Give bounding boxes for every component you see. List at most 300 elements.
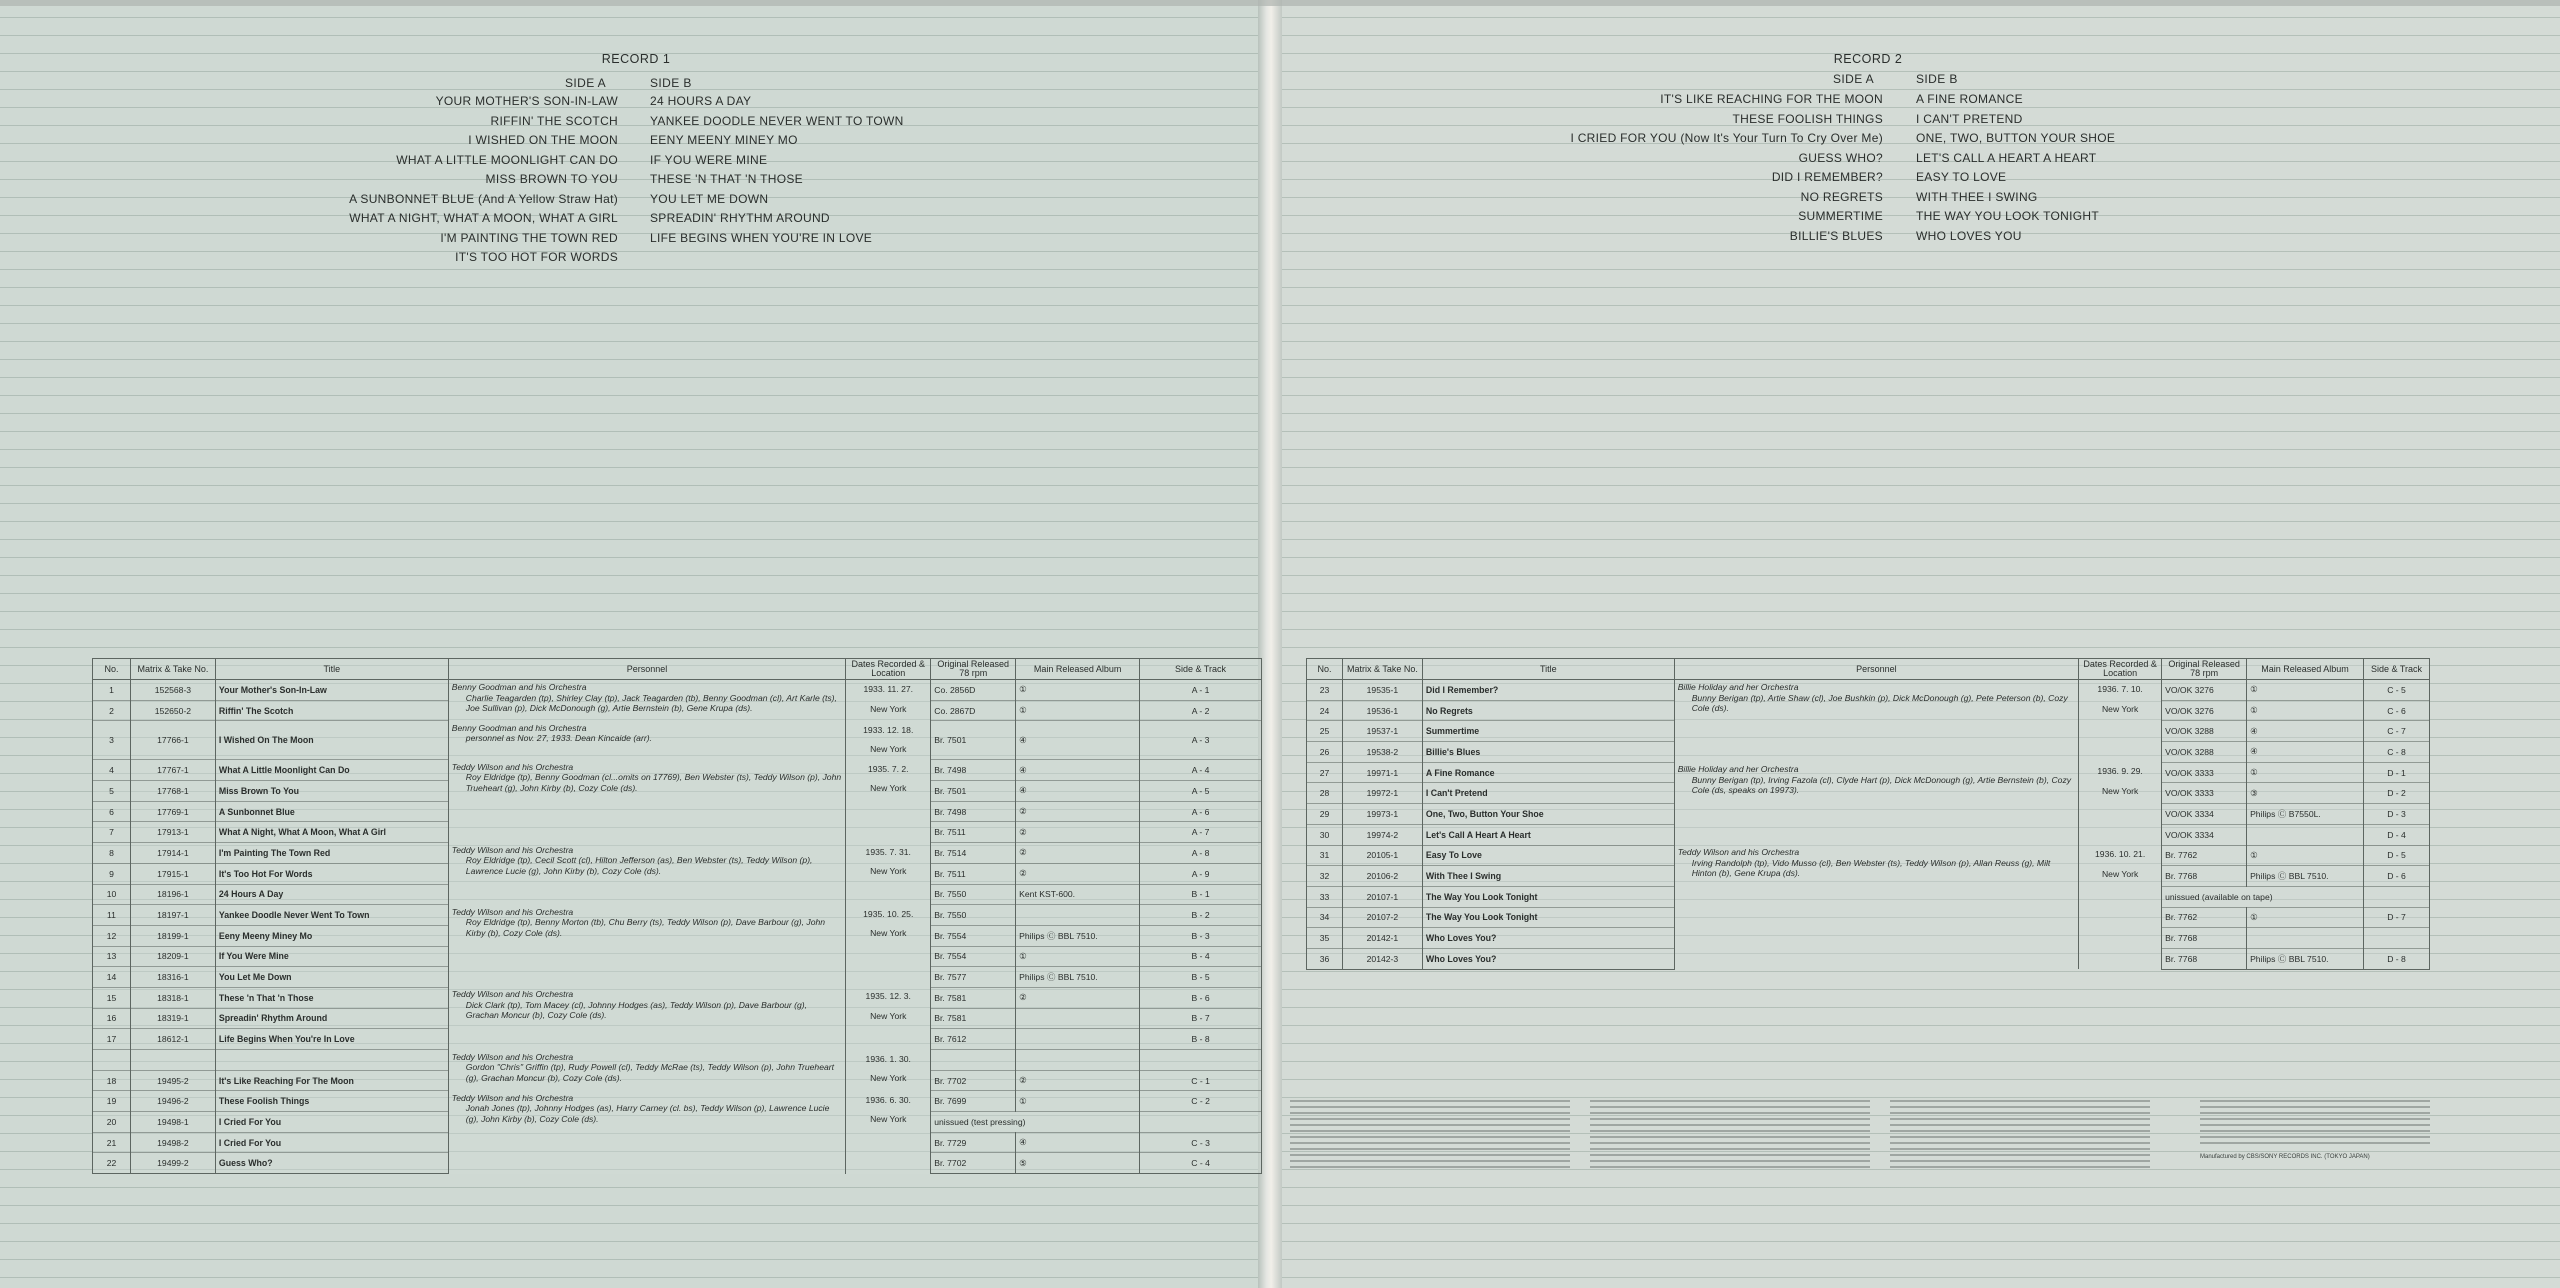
cell-side: C - 5: [2364, 680, 2430, 701]
recording-date: 1935. 10. 25.: [863, 908, 914, 919]
record2-side-b-list: [1916, 90, 2115, 246]
cell-original: Br. 7554: [931, 925, 1016, 946]
cell-album: ④: [2247, 721, 2364, 742]
cell-title: Summertime: [1422, 721, 1674, 742]
tracklist-item: GUESS WHO?: [1798, 150, 1883, 165]
cell-matrix: 20107-2: [1342, 907, 1422, 928]
recording-location: New York: [2101, 785, 2139, 796]
cell-no: 20: [93, 1112, 131, 1133]
cell-title: Billie's Blues: [1422, 742, 1674, 763]
cell-personnel: [448, 760, 845, 843]
tracklist-item: RIFFIN' THE SCOTCH: [490, 113, 618, 128]
cell-side: D - 8: [2364, 948, 2430, 969]
cell-no: 6: [93, 801, 131, 822]
cell-matrix: 18196-1: [130, 884, 215, 905]
header-title: Title: [215, 659, 448, 680]
cell-no: 8: [93, 843, 131, 864]
cell-matrix: 17766-1: [130, 721, 215, 760]
cell-original: Br. 7612: [931, 1029, 1016, 1050]
cell-album: Philips Ⓒ BBL 7510.: [2247, 866, 2364, 887]
cell-matrix: [130, 1050, 215, 1071]
cell-original: Br. 7550: [931, 884, 1016, 905]
cell-side: D - 3: [2364, 804, 2430, 825]
cell-original: Br. 7514: [931, 843, 1016, 864]
tracklist-item: SPREADIN' RHYTHM AROUND: [650, 211, 830, 225]
tracklist-item: ONE, TWO, BUTTON YOUR SHOE: [1916, 131, 2116, 145]
cell-no: 30: [1307, 824, 1343, 845]
cell-date-location: [846, 905, 931, 988]
cell-matrix: 20142-1: [1342, 928, 1422, 949]
table-row: [93, 1091, 1262, 1112]
cell-title: I Wished On The Moon: [215, 721, 448, 760]
cell-title: Guess Who?: [215, 1153, 448, 1174]
cell-matrix: 152650-2: [130, 700, 215, 721]
cell-original: Co. 2856D: [931, 680, 1016, 701]
cell-no: 22: [93, 1153, 131, 1174]
cell-date-location: [846, 987, 931, 1049]
cell-title: Miss Brown To You: [215, 781, 448, 802]
cell-album: ②: [1016, 987, 1140, 1008]
cell-side: B - 6: [1140, 987, 1262, 1008]
cell-matrix: 18612-1: [130, 1029, 215, 1050]
cell-original: VO/OK 3334: [2162, 824, 2247, 845]
cell-side: A - 4: [1140, 760, 1262, 781]
cell-album: Philips Ⓒ B7550L.: [2247, 804, 2364, 825]
cell-side: B - 3: [1140, 925, 1262, 946]
header-original: Original Released 78 rpm: [2162, 659, 2247, 680]
personnel-lineup: Charlie Teagarden (tp), Shirley Clay (tp), Jack Teagarden (tb), Benny Goodman (cl), Art Karle (ts), Joe Sullivan (p), Dick McDonough (g), Artie Bernstein (b), Gene Krupa (ds).: [465, 692, 837, 713]
cell-album: ②: [1016, 822, 1140, 843]
cell-original: VO/OK 3288: [2162, 721, 2247, 742]
cell-album: ④: [1016, 781, 1140, 802]
cell-no: 21: [93, 1132, 131, 1153]
cell-original: Br. 7498: [931, 760, 1016, 781]
table-row: [1307, 680, 2430, 701]
cell-no: 16: [93, 1008, 131, 1029]
cell-side: A - 6: [1140, 801, 1262, 822]
tracklist-item: LET'S CALL A HEART A HEART: [1916, 150, 2097, 165]
cell-album: ①: [2247, 907, 2364, 928]
cell-title: 24 Hours A Day: [215, 884, 448, 905]
cell-side: C - 6: [2364, 700, 2430, 721]
personnel-lineup: Jonah Jones (tp), Johnny Hodges (as), Harry Carney (cl. bs), Teddy Wilson (p), Lawrence Lucie (g), John Kirby (b), Cozy Cole (ds).: [465, 1103, 830, 1124]
cell-title: One, Two, Button Your Shoe: [1422, 804, 1674, 825]
liner-notes-1: [1290, 1100, 1570, 1168]
cell-personnel: [448, 905, 845, 988]
cell-title: It's Like Reaching For The Moon: [215, 1070, 448, 1091]
cell-date-location: [846, 760, 931, 843]
personnel-leader: Teddy Wilson and his Orchestra: [1677, 847, 1800, 857]
tracklist-item: LIFE BEGINS WHEN YOU'RE IN LOVE: [650, 230, 873, 245]
cell-side: A - 5: [1140, 781, 1262, 802]
recording-date: 1936. 1. 30.: [865, 1053, 911, 1064]
cell-title: The Way You Look Tonight: [1422, 886, 1674, 907]
cell-title: What A Little Moonlight Can Do: [215, 760, 448, 781]
cell-matrix: 19536-1: [1342, 700, 1422, 721]
header-title: Title: [1422, 659, 1674, 680]
cell-no: 4: [93, 760, 131, 781]
cell-matrix: 19973-1: [1342, 804, 1422, 825]
tracklist-item: THESE FOOLISH THINGS: [1732, 111, 1883, 126]
tracklist-item: NO REGRETS: [1800, 189, 1883, 204]
cell-original: VO/OK 3288: [2162, 742, 2247, 763]
cell-no: 15: [93, 987, 131, 1008]
cell-no: [93, 1050, 131, 1071]
cell-no: 11: [93, 905, 131, 926]
cell-title: Who Loves You?: [1422, 948, 1674, 969]
cell-album: ④: [1016, 721, 1140, 760]
cell-side: D - 4: [2364, 824, 2430, 845]
table-row: [93, 760, 1262, 781]
cell-matrix: 19538-2: [1342, 742, 1422, 763]
cell-matrix: 20107-1: [1342, 886, 1422, 907]
cell-album: ④: [2247, 742, 2364, 763]
cell-side: C - 4: [1140, 1153, 1262, 1174]
personnel-leader: Benny Goodman and his Orchestra: [451, 722, 587, 733]
personnel-leader: Billie Holiday and her Orchestra: [1677, 764, 1799, 775]
cell-album: ⑤: [1016, 1153, 1140, 1174]
tracklist-item: MISS BROWN TO YOU: [485, 172, 618, 186]
tracklist-item: WHAT A NIGHT, WHAT A MOON, WHAT A GIRL: [349, 211, 618, 225]
table-row: [93, 721, 1262, 760]
tracklist-item: WITH THEE I SWING: [1916, 189, 2038, 204]
cell-side: A - 7: [1140, 822, 1262, 843]
cell-no: 12: [93, 925, 131, 946]
cell-album: ①: [1016, 1091, 1140, 1112]
cell-no: 24: [1307, 700, 1343, 721]
recording-date: 1933. 11. 27.: [863, 684, 914, 694]
cell-no: 1: [93, 680, 131, 701]
cell-no: 25: [1307, 721, 1343, 742]
cell-no: 28: [1307, 783, 1343, 804]
personnel-leader: Teddy Wilson and his Orchestra: [451, 1051, 574, 1062]
cell-side: A - 9: [1140, 863, 1262, 884]
header-side: Side & Track: [1140, 659, 1262, 680]
cell-title: I'm Painting The Town Red: [215, 843, 448, 864]
cell-title: I Cried For You: [215, 1112, 448, 1133]
cell-side: B - 7: [1140, 1008, 1262, 1029]
recording-location: New York: [870, 1073, 907, 1083]
cell-album: ④: [1016, 760, 1140, 781]
cell-album: ④: [1016, 1132, 1140, 1153]
cell-side: A - 3: [1140, 721, 1262, 760]
cell-side: B - 2: [1140, 905, 1262, 926]
header-dates: Dates Recorded & Location: [846, 659, 931, 680]
header-no: No.: [93, 659, 131, 680]
cell-album: [1016, 1029, 1140, 1050]
personnel-lineup: Bunny Berigan (tp), Artie Shaw (cl), Joe Bushkin (p), Dick McDonough (g), Pete Peterson (b), Cozy Cole (ds).: [1691, 692, 2068, 713]
cell-original: unissued (available on tape): [2162, 886, 2364, 907]
cell-no: 35: [1307, 928, 1343, 949]
discography-table-right: [1306, 658, 2430, 970]
cell-title: These 'n That 'n Those: [215, 987, 448, 1008]
top-edge: [0, 0, 2560, 6]
cell-original: Br. 7501: [931, 721, 1016, 760]
cell-album: Kent KST-600.: [1016, 884, 1140, 905]
cell-matrix: 19971-1: [1342, 762, 1422, 783]
header-matrix: Matrix & Take No.: [1342, 659, 1422, 680]
personnel-leader: Benny Goodman and his Orchestra: [451, 682, 587, 692]
cell-no: 3: [93, 721, 131, 760]
personnel-leader: Teddy Wilson and his Orchestra: [451, 906, 574, 917]
record1-side-b-label: SIDE B: [650, 76, 692, 90]
tracklist-item: I WISHED ON THE MOON: [468, 133, 618, 147]
cell-matrix: 17767-1: [130, 760, 215, 781]
cell-title: Spreadin' Rhythm Around: [215, 1008, 448, 1029]
cell-original: Br. 7577: [931, 967, 1016, 988]
cell-side: A - 2: [1140, 700, 1262, 721]
cell-original: Br. 7581: [931, 987, 1016, 1008]
cell-title: Riffin' The Scotch: [215, 700, 448, 721]
cell-album: ①: [1016, 700, 1140, 721]
header-no: No.: [1307, 659, 1343, 680]
recording-location: New York: [2101, 703, 2139, 714]
cell-title: Eeny Meeny Miney Mo: [215, 925, 448, 946]
personnel-lineup: Gordon "Chris" Griffin (tp), Rudy Powell (cl), Teddy McRae (ts), Teddy Wilson (p), John Trueheart (g), Grachan Moncur (b), Cozy Cole (ds).: [465, 1062, 834, 1083]
tracklist-item: YANKEE DOODLE NEVER WENT TO TOWN: [650, 113, 904, 128]
discography-table-left: [92, 658, 1262, 1174]
tracklist-item: THE WAY YOU LOOK TONIGHT: [1916, 209, 2100, 223]
cell-original: VO/OK 3333: [2162, 762, 2247, 783]
cell-original: VO/OK 3276: [2162, 680, 2247, 701]
cell-side: D - 1: [2364, 762, 2430, 783]
cell-side: A - 1: [1140, 680, 1262, 701]
tracklist-item: I'M PAINTING THE TOWN RED: [440, 230, 618, 245]
cell-album: [2247, 928, 2364, 949]
header-original: Original Released 78 rpm: [931, 659, 1016, 680]
cell-side: B - 1: [1140, 884, 1262, 905]
cell-side: C - 1: [1140, 1070, 1262, 1091]
cell-no: 32: [1307, 866, 1343, 887]
cell-date-location: [2079, 845, 2162, 969]
cell-personnel: [1674, 845, 2078, 969]
cell-no: 23: [1307, 680, 1343, 701]
cell-matrix: 18199-1: [130, 925, 215, 946]
table-row: [93, 905, 1262, 926]
cell-matrix: 19496-2: [130, 1091, 215, 1112]
cell-original: Br. 7581: [931, 1008, 1016, 1029]
cell-original: Br. 7762: [2162, 907, 2247, 928]
cell-original: Co. 2867D: [931, 700, 1016, 721]
cell-title: A Sunbonnet Blue: [215, 801, 448, 822]
cell-matrix: 20106-2: [1342, 866, 1422, 887]
cell-original: Br. 7768: [2162, 866, 2247, 887]
header-album: Main Released Album: [1016, 659, 1140, 680]
recording-location: New York: [870, 1114, 907, 1125]
cell-side: D - 6: [2364, 866, 2430, 887]
recording-date: 1933. 12. 18.: [863, 724, 914, 735]
cell-personnel: [1674, 680, 2078, 763]
cell-album: [2247, 824, 2364, 845]
cell-matrix: 18209-1: [130, 946, 215, 967]
recording-location: New York: [870, 744, 907, 755]
cell-title: I Cried For You: [215, 1132, 448, 1153]
cell-original: Br. 7768: [2162, 928, 2247, 949]
cell-original: VO/OK 3334: [2162, 804, 2247, 825]
cell-side: D - 5: [2364, 845, 2430, 866]
personnel-leader: Teddy Wilson and his Orchestra: [451, 761, 574, 772]
cell-no: 18: [93, 1070, 131, 1091]
cell-matrix: 19972-1: [1342, 783, 1422, 804]
cell-original: Br. 7511: [931, 863, 1016, 884]
cell-original: Br. 7768: [2162, 948, 2247, 969]
cell-album: ②: [1016, 863, 1140, 884]
cell-side: D - 7: [2364, 907, 2430, 928]
cell-no: 36: [1307, 948, 1343, 969]
cell-matrix: 152568-3: [130, 680, 215, 701]
cell-title: Life Begins When You're In Love: [215, 1029, 448, 1050]
cell-no: 33: [1307, 886, 1343, 907]
cell-album: [1016, 1008, 1140, 1029]
cell-album: ①: [1016, 946, 1140, 967]
personnel-lineup: Roy Eldridge (tp), Benny Goodman (cl...omits on 17769), Ben Webster (ts), Teddy Wilson (p), John Trueheart (g), John Kirby (b), Cozy Cole (ds).: [465, 772, 842, 793]
cell-album: Philips Ⓒ BBL 7510.: [1016, 967, 1140, 988]
table-row: [1307, 762, 2430, 783]
tracklist-item: DID I REMEMBER?: [1771, 170, 1883, 184]
tracklist-item: BILLIE'S BLUES: [1789, 228, 1883, 243]
cell-side: C - 7: [2364, 721, 2430, 742]
personnel-leader: Teddy Wilson and his Orchestra: [451, 844, 574, 855]
cell-no: 10: [93, 884, 131, 905]
cell-side: [1140, 1050, 1262, 1071]
cell-side: [2364, 928, 2430, 949]
cell-date-location: [2079, 680, 2162, 763]
tracklist-item: 24 HOURS A DAY: [650, 94, 752, 108]
cell-personnel: [448, 843, 845, 905]
record2-side-a-label: SIDE A: [1833, 72, 1875, 86]
cell-matrix: 19537-1: [1342, 721, 1422, 742]
cell-date-location: [846, 680, 931, 721]
record1-title: RECORD 1: [601, 52, 671, 66]
recording-date: 1935. 12. 3.: [865, 991, 911, 1002]
cell-matrix: 20142-3: [1342, 948, 1422, 969]
cell-personnel: [448, 1091, 845, 1174]
cell-personnel: [448, 721, 845, 760]
cell-no: 2: [93, 700, 131, 721]
cell-matrix: 19974-2: [1342, 824, 1422, 845]
tracklist-item: WHAT A LITTLE MOONLIGHT CAN DO: [396, 152, 618, 167]
recording-date: 1936. 6. 30.: [865, 1094, 911, 1105]
recording-date: 1936. 9. 29.: [2097, 766, 2143, 777]
cell-side: D - 2: [2364, 783, 2430, 804]
cell-side: B - 8: [1140, 1029, 1262, 1050]
cell-date-location: [846, 721, 931, 760]
header-personnel: Personnel: [448, 659, 845, 680]
cell-matrix: 17915-1: [130, 863, 215, 884]
table-row: [93, 843, 1262, 864]
cell-original: Br. 7498: [931, 801, 1016, 822]
cell-title: A Fine Romance: [1422, 762, 1674, 783]
cell-original: Br. 7702: [931, 1070, 1016, 1091]
cell-title: Your Mother's Son-In-Law: [215, 680, 448, 701]
tracklist-item: THESE 'N THAT 'N THOSE: [650, 172, 803, 186]
tracklist-item: I CAN'T PRETEND: [1916, 111, 2023, 126]
cell-no: 29: [1307, 804, 1343, 825]
tracklist-item: YOU LET ME DOWN: [650, 191, 769, 206]
cell-original: [931, 1050, 1016, 1071]
recording-location: New York: [870, 928, 907, 939]
cell-title: If You Were Mine: [215, 946, 448, 967]
liner-notes-3: [1890, 1100, 2150, 1168]
cell-no: 14: [93, 967, 131, 988]
recording-date: 1936. 10. 21.: [2095, 849, 2146, 859]
recording-location: New York: [870, 703, 907, 714]
cell-side: A - 8: [1140, 843, 1262, 864]
cell-no: 17: [93, 1029, 131, 1050]
recording-date: 1935. 7. 2.: [867, 763, 909, 774]
cell-date-location: [846, 1091, 931, 1174]
cell-album: ①: [2247, 700, 2364, 721]
cell-matrix: 19498-2: [130, 1132, 215, 1153]
tracklist-item: I CRIED FOR YOU (Now It's Your Turn To Cry Over Me): [1570, 131, 1883, 145]
table-row: [93, 987, 1262, 1008]
tracklist-item: EENY MEENY MINEY MO: [650, 133, 798, 147]
tracklist-item: IT'S TOO HOT FOR WORDS: [455, 250, 618, 264]
cell-title: The Way You Look Tonight: [1422, 907, 1674, 928]
tracklist-item: WHO LOVES YOU: [1916, 228, 2022, 243]
cell-personnel: [1674, 762, 2078, 845]
personnel-lineup: Irving Randolph (tp), Vido Musso (cl), Ben Webster (ts), Teddy Wilson (p), Allan Reuss (g), Milt Hinton (b), Gene Krupa (ds).: [1691, 857, 2051, 878]
cell-title: [215, 1050, 448, 1071]
cell-album: Philips Ⓒ BBL 7510.: [1016, 925, 1140, 946]
cell-album: ①: [2247, 845, 2364, 866]
cell-album: ②: [1016, 801, 1140, 822]
cell-original: Br. 7762: [2162, 845, 2247, 866]
cell-side: C - 2: [1140, 1091, 1262, 1112]
cell-side: C - 8: [2364, 742, 2430, 763]
personnel-lineup: personnel as Nov. 27, 1933. Dean Kincaide (arr).: [465, 733, 652, 744]
tracklist-item: IF YOU WERE MINE: [650, 152, 768, 167]
cell-album: ②: [1016, 1070, 1140, 1091]
cell-title: Let's Call A Heart A Heart: [1422, 824, 1674, 845]
cell-original: Br. 7702: [931, 1153, 1016, 1174]
cell-album: Philips Ⓒ BBL 7510.: [2247, 948, 2364, 969]
record2-side-b-label: SIDE B: [1916, 72, 1958, 86]
distributor-line: Manufactured by CBS/SONY RECORDS INC. (TOKYO JAPAN): [2200, 1154, 2370, 1160]
record2-title: RECORD 2: [1833, 52, 1903, 66]
header-dates: Dates Recorded & Location: [2079, 659, 2162, 680]
cell-no: 27: [1307, 762, 1343, 783]
cell-personnel: [448, 1050, 845, 1091]
cell-original: Br. 7729: [931, 1132, 1016, 1153]
personnel-leader: Teddy Wilson and his Orchestra: [451, 989, 574, 1000]
cell-no: 31: [1307, 845, 1343, 866]
cell-no: 5: [93, 781, 131, 802]
record1-side-a-label: SIDE A: [565, 76, 607, 90]
tracklist-item: SUMMERTIME: [1798, 209, 1883, 223]
header-personnel: Personnel: [1674, 659, 2078, 680]
cell-title: Easy To Love: [1422, 845, 1674, 866]
record1-side-b-list: [650, 92, 904, 248]
cell-original: VO/OK 3333: [2162, 783, 2247, 804]
table-row: [93, 680, 1262, 701]
cell-matrix: 17768-1: [130, 781, 215, 802]
cell-title: Did I Remember?: [1422, 680, 1674, 701]
cell-title: You Let Me Down: [215, 967, 448, 988]
header-album: Main Released Album: [2247, 659, 2364, 680]
header-matrix: Matrix & Take No.: [130, 659, 215, 680]
personnel-lineup: Roy Eldridge (tp), Cecil Scott (cl), Hilton Jefferson (as), Ben Webster (ts), Teddy Wilson (p), Lawrence Lucie (g), John Kirby (b), Cozy Cole (ds).: [465, 855, 813, 876]
cell-no: 26: [1307, 742, 1343, 763]
cell-matrix: 17769-1: [130, 801, 215, 822]
personnel-lineup: Roy Eldridge (tp), Benny Morton (tb), Chu Berry (ts), Teddy Wilson (p), Dave Barbour (g), John Kirby (b), Cozy Cole (ds).: [465, 917, 826, 938]
cell-no: 34: [1307, 907, 1343, 928]
credits-block: [2200, 1100, 2430, 1161]
cell-original: VO/OK 3276: [2162, 700, 2247, 721]
personnel-leader: Billie Holiday and her Orchestra: [1677, 682, 1799, 692]
cell-matrix: 17914-1: [130, 843, 215, 864]
cell-title: With Thee I Swing: [1422, 866, 1674, 887]
